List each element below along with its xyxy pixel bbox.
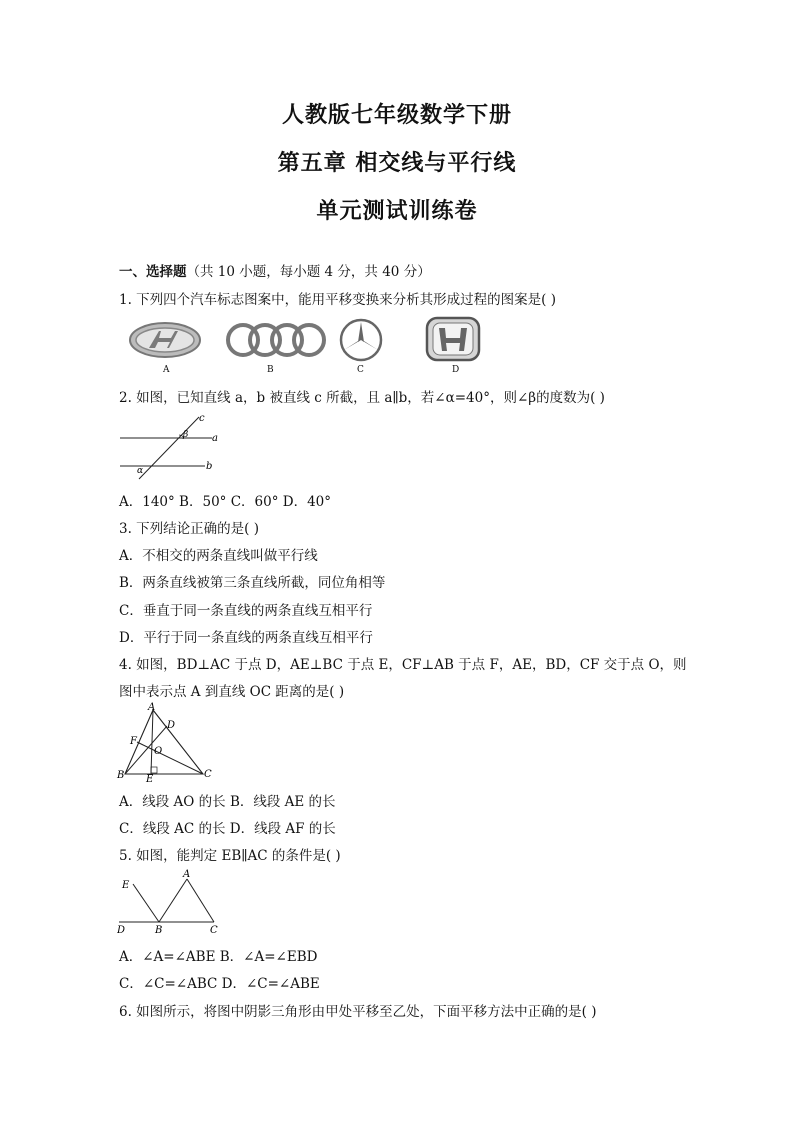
question-3-option-c: C．垂直于同一条直线的两条直线互相平行 — [119, 603, 373, 619]
section-note: （共 10 小题，每小题 4 分，共 40 分） — [186, 264, 431, 280]
logo-label-b: B — [267, 365, 274, 375]
label-C: C — [204, 769, 212, 780]
audi-logo — [228, 325, 324, 355]
honda-logo — [427, 318, 479, 360]
title-line-1: 人教版七年级数学下册 — [281, 102, 512, 128]
label-beta: β — [183, 430, 189, 440]
question-5-options-2: C．∠C=∠ABC D．∠C=∠ABE — [119, 976, 320, 992]
label-D: D — [117, 925, 126, 936]
question-4-text-1: 4. 如图，BD⊥AC 于点 D，AE⊥BC 于点 E，CF⊥AB 于点 F，AE，BD，CF 交于点 O，则 — [119, 657, 687, 673]
question-4-options-2: C．线段 AC 的长 D．线段 AF 的长 — [119, 821, 336, 837]
eb-ac-figure — [117, 866, 227, 936]
label-D: D — [167, 720, 176, 731]
hyundai-logo — [130, 323, 200, 357]
label-alpha: α — [137, 466, 144, 476]
question-3-text: 3. 下列结论正确的是( ) — [119, 521, 259, 537]
section-title: 一、选择题 — [119, 264, 187, 280]
label-C: C — [210, 925, 218, 936]
question-2-text: 2. 如图，已知直线 a，b 被直线 c 所截，且 a∥b，若∠α=40°，则∠β的度数为( ) — [119, 390, 605, 406]
parallel-lines-figure — [117, 411, 227, 481]
label-B: B — [155, 925, 163, 936]
question-3-option-d: D．平行于同一条直线的两条直线互相平行 — [119, 630, 373, 646]
title-line-2: 第五章 相交线与平行线 — [277, 150, 517, 176]
label-O: O — [154, 746, 163, 757]
label-c: c — [199, 413, 205, 424]
label-B: B — [117, 770, 125, 781]
question-5-text: 5. 如图，能判定 EB∥AC 的条件是( ) — [119, 848, 341, 864]
car-logos-figure — [125, 314, 495, 374]
label-F: F — [130, 736, 137, 747]
logo-label-d: D — [452, 365, 460, 375]
question-3-option-a: A．不相交的两条直线叫做平行线 — [119, 548, 318, 564]
question-4-options-1: A．线段 AO 的长 B．线段 AE 的长 — [119, 794, 336, 810]
question-2-options: A．140° B．50° C．60° D．40° — [119, 494, 331, 510]
logo-label-a: A — [163, 365, 170, 375]
title-line-3: 单元测试训练卷 — [316, 198, 478, 224]
triangle-altitudes-figure — [115, 702, 220, 784]
question-5-options-1: A．∠A=∠ABE B．∠A=∠EBD — [119, 949, 318, 965]
section-heading — [119, 260, 431, 280]
label-E: E — [146, 774, 154, 784]
question-6-text: 6. 如图所示，将图中阴影三角形由甲处平移至乙处，下面平移方法中正确的是( ) — [119, 1004, 597, 1020]
question-4-text-2: 图中表示点 A 到直线 OC 距离的是( ) — [119, 684, 345, 700]
label-b: b — [206, 461, 213, 472]
label-E: E — [122, 880, 130, 891]
label-a: a — [212, 433, 218, 444]
logo-label-c: C — [357, 365, 364, 375]
question-1-text: 1. 下列四个汽车标志图案中，能用平移变换来分析其形成过程的图案是( ) — [119, 292, 556, 308]
mercedes-logo — [341, 320, 381, 360]
label-A: A — [148, 702, 156, 713]
label-A: A — [183, 869, 191, 880]
question-3-option-b: B．两条直线被第三条直线所截，同位角相等 — [119, 575, 386, 591]
